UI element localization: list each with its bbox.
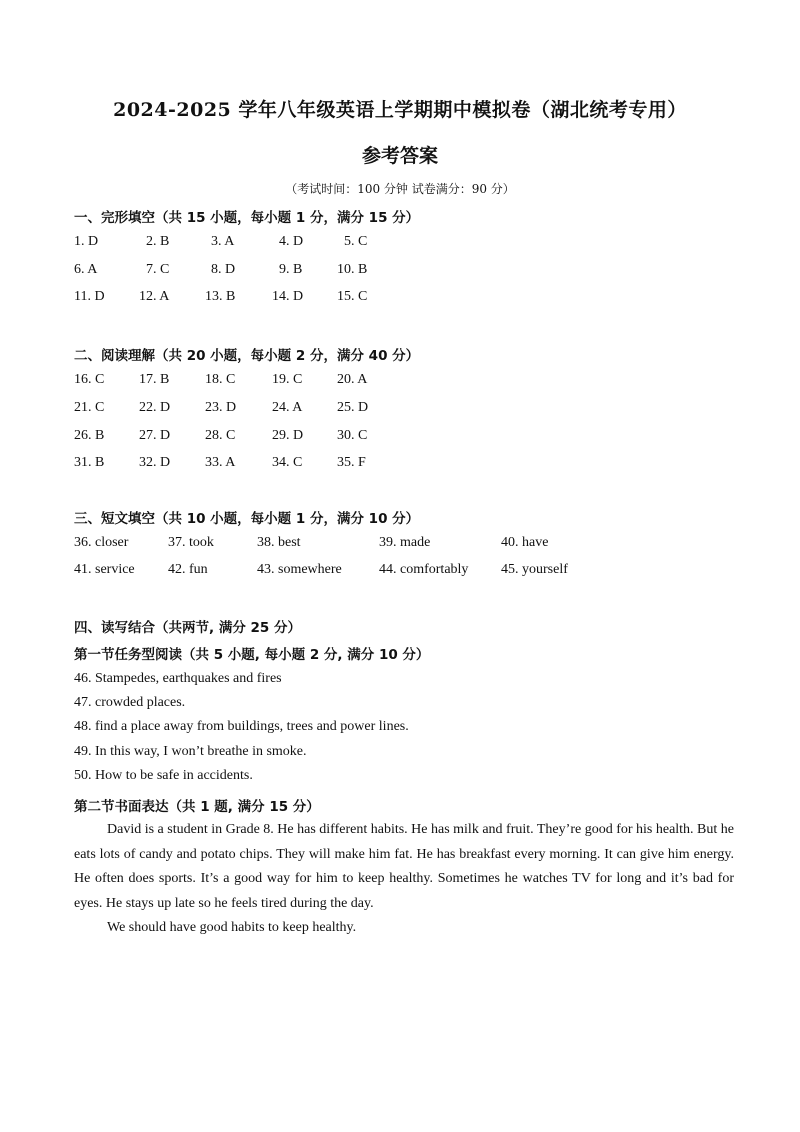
answer-item: 34. C [272, 455, 303, 470]
answer-item: 35. F [337, 455, 366, 470]
answer-item: 7. C [146, 262, 170, 277]
answer-item: 8. D [211, 262, 236, 277]
answer-item: 41. service [74, 562, 135, 577]
answer-item: 17. B [139, 372, 170, 387]
essay-paragraph: We should have good habits to keep healthy. [107, 920, 357, 935]
task-answer: 46. Stampedes, earthquakes and fires [74, 671, 282, 686]
answer-item: 39. made [379, 535, 431, 550]
answer-item: 31. B [74, 455, 105, 470]
answer-item: 10. B [337, 262, 368, 277]
answer-item: 37. took [168, 535, 214, 550]
answer-item: 12. A [139, 289, 170, 304]
answer-item: 18. C [205, 372, 236, 387]
answer-item: 15. C [337, 289, 368, 304]
task-answer: 50. How to be safe in accidents. [74, 768, 253, 783]
answer-item: 5. C [344, 234, 368, 249]
essay-paragraph: David is a student in Grade 8. He has different habits. He has milk and fruit. They’re good for his health. But he eats lots of candy and potato chips. They will make him fat. He has breakfast every morning. It can give him energy. He often does sports. It’s a good way for him to keep healthy. Sometimes he watches TV for long and it’s bad for eyes. He stays up late so he feels tired during the day. [74, 822, 734, 911]
answer-item: 40. have [501, 535, 549, 550]
answer-item: 1. D [74, 234, 99, 249]
document-subtitle: 参考答案 [361, 145, 438, 167]
section-cloze-heading: 一、完形填空（共 15 小题，每小题 1 分，满分 15 分） [74, 210, 420, 226]
answer-item: 29. D [272, 428, 304, 443]
section-reading-heading: 二、阅读理解（共 20 小题，每小题 2 分，满分 40 分） [74, 348, 420, 364]
answer-item: 3. A [211, 234, 235, 249]
answer-item: 19. C [272, 372, 303, 387]
part2-writing-heading: 第二节书面表达（共 1 题, 满分 15 分） [74, 799, 320, 815]
answer-item: 23. D [205, 400, 237, 415]
part1-task-reading-heading: 第一节任务型阅读（共 5 小题, 每小题 2 分, 满分 10 分） [74, 647, 430, 663]
answer-item: 11. D [74, 289, 105, 304]
answer-item: 25. D [337, 400, 369, 415]
answer-item: 24. A [272, 400, 303, 415]
answer-item: 22. D [139, 400, 171, 415]
answer-item: 26. B [74, 428, 105, 443]
answer-item: 21. C [74, 400, 105, 415]
exam-info: （考试时间：100 分钟 试卷满分：90 分） [285, 182, 515, 196]
answer-item: 32. D [139, 455, 171, 470]
section-blank-filling-heading: 三、短文填空（共 10 小题，每小题 1 分，满分 10 分） [74, 511, 420, 527]
answer-item: 42. fun [168, 562, 208, 577]
answer-item: 45. yourself [501, 562, 568, 577]
answer-item: 30. C [337, 428, 368, 443]
answer-item: 33. A [205, 455, 236, 470]
task-answer: 47. crowded places. [74, 695, 186, 710]
answer-item: 14. D [272, 289, 304, 304]
task-answer: 49. In this way, I won’t breathe in smoke. [74, 744, 307, 759]
answer-item: 13. B [205, 289, 236, 304]
answer-item: 28. C [205, 428, 236, 443]
answer-item: 38. best [257, 535, 301, 550]
task-answer: 48. find a place away from buildings, trees and power lines. [74, 719, 409, 734]
answer-item: 2. B [146, 234, 170, 249]
answer-item: 43. somewhere [257, 562, 342, 577]
answer-item: 6. A [74, 262, 98, 277]
answer-item: 44. comfortably [379, 562, 469, 577]
answer-item: 27. D [139, 428, 171, 443]
answer-item: 9. B [279, 262, 303, 277]
section-reading-writing-heading: 四、读写结合（共两节, 满分 25 分） [74, 620, 302, 636]
answer-item: 20. A [337, 372, 368, 387]
document-title: 2024-2025 学年八年级英语上学期期中模拟卷（湖北统考专用） [113, 99, 687, 121]
answer-item: 16. C [74, 372, 105, 387]
answer-item: 36. closer [74, 535, 129, 550]
answer-item: 4. D [279, 234, 304, 249]
